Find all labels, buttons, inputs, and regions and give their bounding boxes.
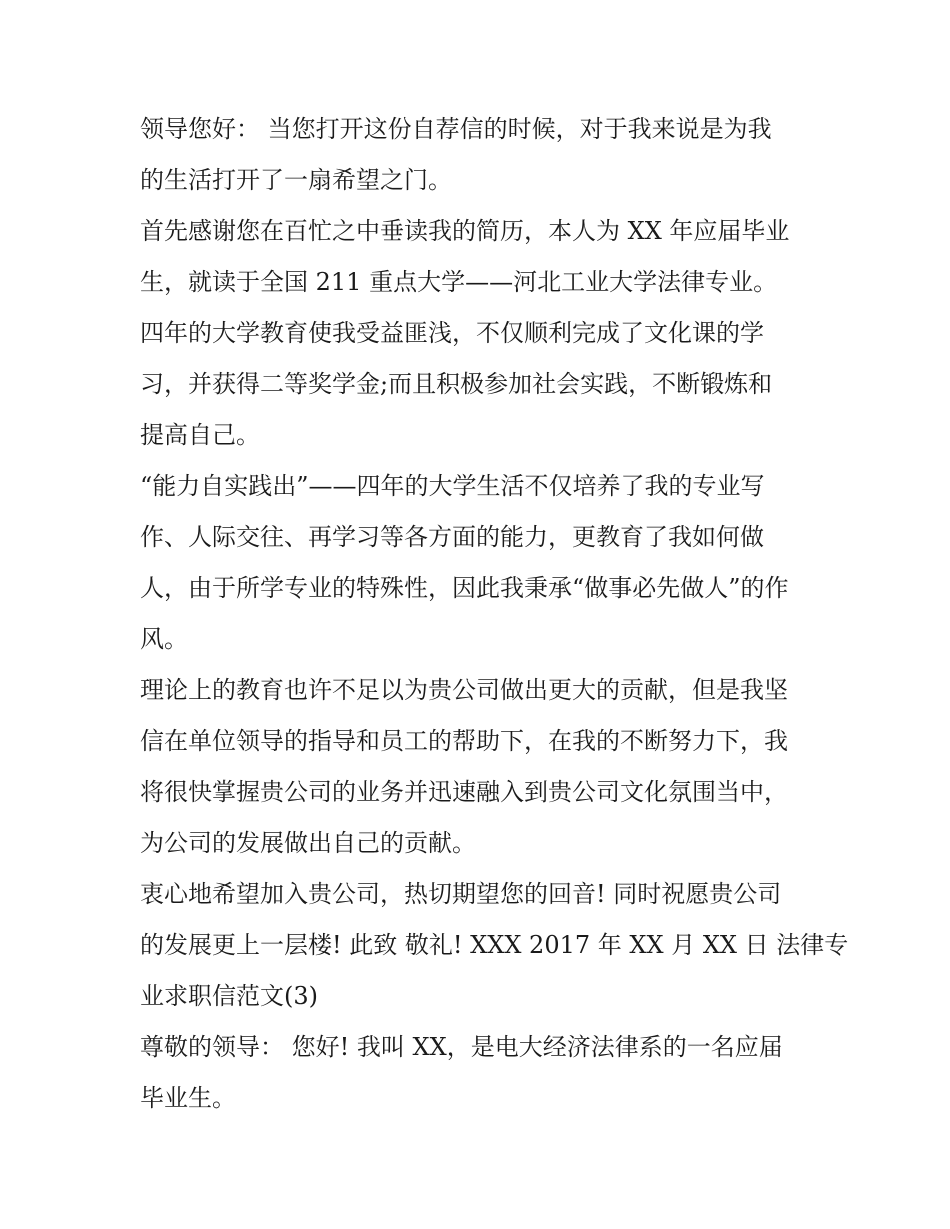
text-line: 尊敬的领导： 您好! 我叫 XX，是电大经济法律系的一名应届 <box>140 1033 783 1061</box>
text-line: “能力自实践出”——四年的大学生活不仅培养了我的专业写 <box>140 472 765 500</box>
text-line: 理论上的教育也许不足以为贵公司做出更大的贡献，但是我坚 <box>140 676 788 704</box>
text-line: 生，就读于全国 211 重点大学——河北工业大学法律专业。 <box>140 268 778 296</box>
text-line: 提高自己。 <box>140 421 260 449</box>
text-line: 业求职信范文(3) <box>140 982 318 1010</box>
text-line: 的发展更上一层楼! 此致 敬礼! XXX 2017 年 XX 月 XX 日 法律专 <box>140 931 849 959</box>
text-line: 毕业生。 <box>140 1084 236 1112</box>
text-line: 领导您好： 当您打开这份自荐信的时候，对于我来说是为我 <box>140 115 772 143</box>
text-line: 的生活打开了一扇希望之门。 <box>140 166 452 194</box>
text-line: 作、人际交往、再学习等各方面的能力，更教育了我如何做 <box>140 523 764 551</box>
text-line: 将很快掌握贵公司的业务并迅速融入到贵公司文化氛围当中， <box>140 778 788 806</box>
text-line: 人，由于所学专业的特殊性，因此我秉承“做事必先做人”的作 <box>140 574 789 602</box>
text-line: 衷心地希望加入贵公司，热切期望您的回音! 同时祝愿贵公司 <box>140 880 782 908</box>
text-line: 风。 <box>140 625 188 653</box>
text-line: 四年的大学教育使我受益匪浅，不仅顺利完成了文化课的学 <box>140 319 764 347</box>
text-line: 信在单位领导的指导和员工的帮助下，在我的不断努力下，我 <box>140 727 788 755</box>
text-line: 习，并获得二等奖学金;而且积极参加社会实践，不断锻炼和 <box>140 370 773 398</box>
text-line: 为公司的发展做出自己的贡献。 <box>140 829 476 857</box>
text-line: 首先感谢您在百忙之中垂读我的简历，本人为 XX 年应届毕业 <box>140 217 790 245</box>
letter-body <box>140 104 849 1124</box>
